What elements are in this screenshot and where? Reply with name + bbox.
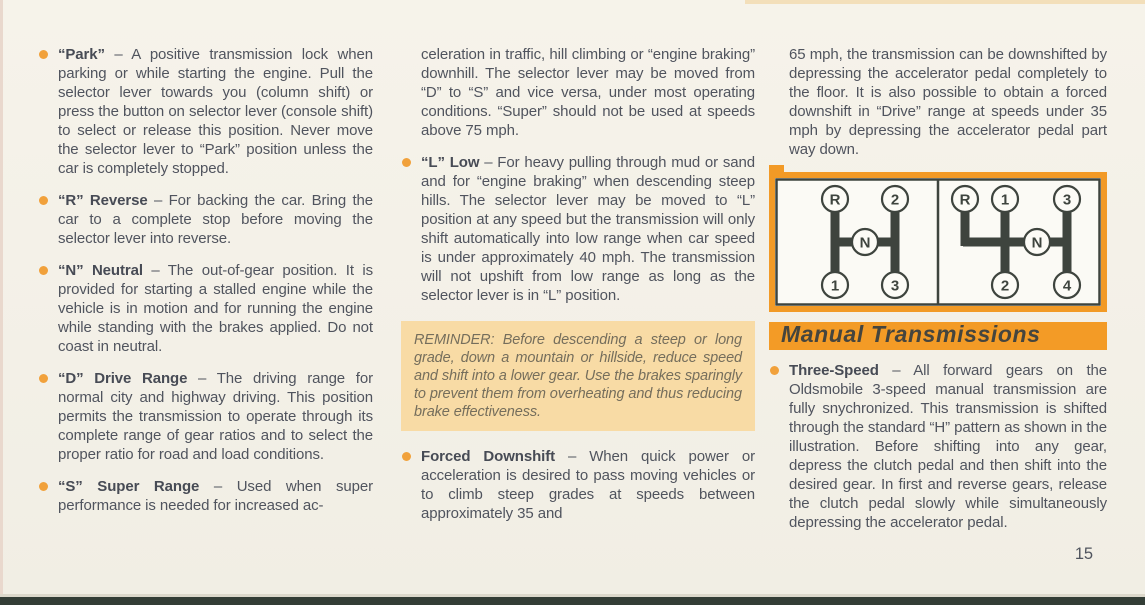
diagram-frame-tab <box>769 165 784 173</box>
continuation-paragraph: 65 mph, the transmission can be downshifted by depressing the accelerator pedal completely to the floor. It is also possible to obtain a forced downshift in “Drive” range at speeds under 35 mph by depressing the accelerator pedal part way down. <box>789 46 1107 158</box>
item-body: – The out-of-gear position. It is provided for starting a stalled engine while the vehicle is in motion and for running the engine while standing with the brakes applied. Do not coast in neutral. <box>58 262 373 355</box>
bullet-icon <box>39 266 48 275</box>
term-label: “S” Super Range <box>58 478 200 495</box>
list-item-reverse <box>38 191 373 248</box>
item-body: – For heavy pulling through mud or sand and for “engine braking” when descending steep hills. The selector lever may be moved to “L” position at any speed but the transmission will only shift automatically into low range when car speed is under approximately 40 mph. The transmission will not upshift from low range as long as the selector lever is in “L” position. <box>421 154 755 304</box>
item-body: – For backing the car. Bring the car to a complete stop before moving the selector lever into reverse. <box>58 192 373 247</box>
term-label: “Park” <box>58 46 105 63</box>
bullet-icon <box>770 366 779 375</box>
item-text <box>58 45 373 178</box>
column-3 <box>769 45 1107 564</box>
term-label: “D” Drive Range <box>58 370 188 387</box>
section-heading-banner: Manual Transmissions <box>769 322 1107 350</box>
item-text <box>58 191 373 248</box>
term-label: “R” Reverse <box>58 192 148 209</box>
gear-label-4: 4 <box>1062 277 1072 295</box>
gear-bar-cross <box>963 238 1067 247</box>
shift-pattern-svg <box>775 178 1101 306</box>
list-item-three-speed <box>769 361 1107 532</box>
column-1 <box>38 45 373 564</box>
bullet-icon <box>39 196 48 205</box>
reminder-callout: REMINDER: Before descending a steep or long grade, down a mountain or hillside, reduce speed and shift into a lower gear. Use the brakes sparingly to prevent them from overheating and thus reducing brake effectiveness. <box>401 321 755 431</box>
gear-label-N: N <box>1031 234 1043 252</box>
list-item-park <box>38 45 373 178</box>
item-text <box>421 447 755 523</box>
three-speed-pattern <box>822 186 908 298</box>
page-bottom-edge-bar <box>0 597 1145 605</box>
page-top-edge <box>745 0 1145 4</box>
gear-label-3: 3 <box>890 277 900 295</box>
item-body: – When quick power or acceleration is desired to pass moving vehicles or to climb steep grades at speeds between approximately 35 and <box>421 448 755 522</box>
gear-label-2: 2 <box>1000 277 1010 295</box>
item-text <box>58 369 373 464</box>
page-left-edge <box>0 0 3 605</box>
gear-label-2: 2 <box>890 191 900 209</box>
item-body: – Used when super performance is needed for increased ac- <box>58 478 373 514</box>
item-text <box>789 361 1107 532</box>
continuation-paragraph: celeration in traffic, hill climbing or “engine braking” downhill. The selector lever may be moved from “D” to “S” and vice versa, under most operating conditions. “Super” should not be used at speeds above 75 mph. <box>421 46 755 139</box>
shift-pattern-diagram <box>769 172 1107 312</box>
column-2 <box>401 45 755 564</box>
bullet-icon <box>402 158 411 167</box>
bullet-icon <box>39 374 48 383</box>
gear-label-3: 3 <box>1062 191 1072 209</box>
term-label: “L” Low <box>421 154 480 171</box>
list-item-low <box>401 153 755 305</box>
item-body: – A positive transmission lock when parking or while starting the engine. Pull the selector lever towards you (column shift) or press the button on selector lever (console shift) to select or release this position. Never move the selector lever to “Park” position unless the car is completely stopped. <box>58 46 373 177</box>
bullet-icon <box>402 452 411 461</box>
item-text <box>58 261 373 356</box>
four-speed-pattern <box>952 186 1080 298</box>
term-label: Forced Downshift <box>421 448 555 465</box>
page-number: 15 <box>1074 545 1093 563</box>
gear-label-1: 1 <box>1000 191 1010 209</box>
list-item-super-range <box>38 477 373 515</box>
bullet-icon <box>39 482 48 491</box>
gear-label-1: 1 <box>830 277 840 295</box>
item-text <box>58 477 373 515</box>
term-label: Three-Speed <box>789 362 879 379</box>
bullet-icon <box>39 50 48 59</box>
text-columns <box>38 45 1107 564</box>
item-body: – The driving range for normal city and highway driving. This position permits the transmission to operate through its complete range of gear ratios and to select the proper ratio for road and load conditions. <box>58 370 373 463</box>
gear-label-R: R <box>829 191 841 209</box>
gear-label-R: R <box>959 191 971 209</box>
list-item-forced-downshift <box>401 447 755 523</box>
list-item-neutral <box>38 261 373 356</box>
term-label: “N” Neutral <box>58 262 143 279</box>
gear-label-N: N <box>859 234 871 252</box>
list-item-drive-range <box>38 369 373 464</box>
item-text <box>421 153 755 305</box>
item-body: – All forward gears on the Oldsmobile 3-speed manual transmission are fully snychronized. This transmission is shifted through the standard “H” pattern as shown in the illustration. Before shifting into any gear, depress the clutch pedal and then shift into the desired gear. In first and reverse gears, release the clutch pedal slowly while simultaneously depressing the accelerator pedal. <box>789 362 1107 531</box>
